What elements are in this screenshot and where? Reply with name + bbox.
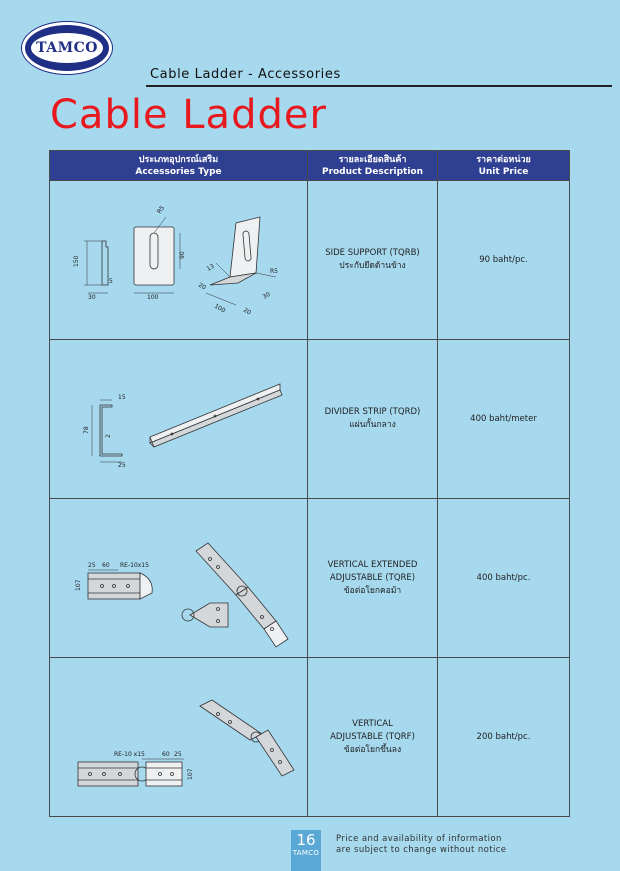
vertical-extended-drawing [50,499,308,657]
divider-profile [100,405,122,456]
arm-upper-right [256,730,294,776]
desc-en-line1: VERTICAL [352,718,393,729]
accessories-table [49,150,570,817]
dim-text: 2 [105,434,112,438]
channel-left [78,762,138,786]
col-product-description-th: รายละเอียดสินค้า [338,154,407,165]
divider-strip-flange [150,390,282,447]
col-unit-price-th: ราคาต่อหน่วย [476,154,531,165]
tamco-logo [22,22,112,74]
price-notice [336,834,506,856]
col-accessories-type-en: Accessories Type [135,166,222,177]
page-brand: TAMCO [292,849,320,857]
desc-en: SIDE SUPPORT (TQRB) [325,248,420,258]
product-description-cell [308,340,438,499]
header-divider [146,85,612,87]
unit-price-cell: 400 baht/meter [438,340,570,499]
col-product-description [308,151,438,181]
hinge-plate-left [88,573,140,599]
arm-right [236,587,276,629]
table-row [50,658,570,817]
col-unit-price [438,151,570,181]
dim-text: R5 [155,204,167,216]
unit-price-cell: 90 baht/pc. [438,181,570,340]
iso-upright-plate [230,217,260,277]
dim-text: 90 [179,251,186,259]
bracket-side-profile [102,241,108,285]
desc-th: ข้อต่อโยกคอม้า [343,585,402,596]
dim-text: RE-10x15 [120,562,149,569]
dim-text: 20 [242,306,253,317]
desc-th: แผ่นกั้นกลาง [349,420,396,430]
page-title: Cable Ladder [50,92,327,138]
table-row [50,181,570,340]
product-drawing-cell [50,658,308,817]
dim-text: 107 [75,579,82,591]
dim-text: 13 [205,262,216,273]
product-drawing-cell [50,499,308,658]
dim-text: 25 [88,562,96,569]
desc-en-line2: ADJUSTABLE (TQRE) [329,572,416,583]
dim-text: 150 [73,255,80,267]
unit-price-cell: 200 baht/pc. [438,658,570,817]
desc-en-line2: ADJUSTABLE (TQRF) [330,731,415,742]
dim-text: 5 [109,278,113,285]
page-number-tab [291,830,321,871]
dim-text: RE-10 x15 [114,751,145,758]
arm-upper [196,543,248,595]
table-row [50,340,570,499]
product-description-cell [308,499,438,658]
product-drawing-cell [50,181,308,340]
notice-line-1: Price and availability of information [336,834,502,844]
product-description-cell [308,181,438,340]
dim-text: 107 [187,768,194,780]
notice-line-2: are subject to change without notice [336,845,507,855]
logo-text: TAMCO [31,33,103,63]
col-accessories-type-th: ประเภทอุปกรณ์เสริม [138,154,219,165]
product-drawing-cell [50,340,308,499]
col-unit-price-en: Unit Price [478,166,529,177]
dim-text: 30 [88,294,96,301]
page-number: 16 [296,831,316,849]
col-product-description-en: Product Description [321,166,424,177]
divider-strip-face [150,384,280,443]
desc-en: DIVIDER STRIP (TQRD) [324,407,421,417]
channel-right [146,762,182,786]
desc-th: ข้อต่อโยกขึ้นลง [343,744,402,755]
desc-th: ประกับยึดด้านข้าง [339,261,406,271]
desc-en-line1: VERTICAL EXTENDED [327,559,418,570]
dim-text: 60 [102,562,110,569]
dim-text: 60 [162,751,170,758]
dim-text: R5 [270,268,278,275]
dim-text: 25 [118,462,126,469]
dim-text: 100 [147,294,159,301]
vertical-adjustable-drawing [50,658,308,816]
dim-text: 20 [197,281,208,292]
col-accessories-type [50,151,308,181]
side-support-drawing [50,181,308,339]
dim-text: 30 [261,290,272,301]
dim-text: 15 [118,394,126,401]
table-header-row [50,151,570,181]
arm-upper-left [200,700,262,740]
hinge-center [190,603,228,627]
product-description-cell [308,658,438,817]
section-subtitle: Cable Ladder - Accessories [150,67,341,82]
unit-price-cell: 400 baht/pc. [438,499,570,658]
dim-text: 25 [174,751,182,758]
table-row [50,499,570,658]
divider-strip-drawing [50,340,308,498]
bracket-front-plate [134,227,174,285]
dim-text: 100 [213,302,227,315]
dim-text: 78 [83,426,90,434]
